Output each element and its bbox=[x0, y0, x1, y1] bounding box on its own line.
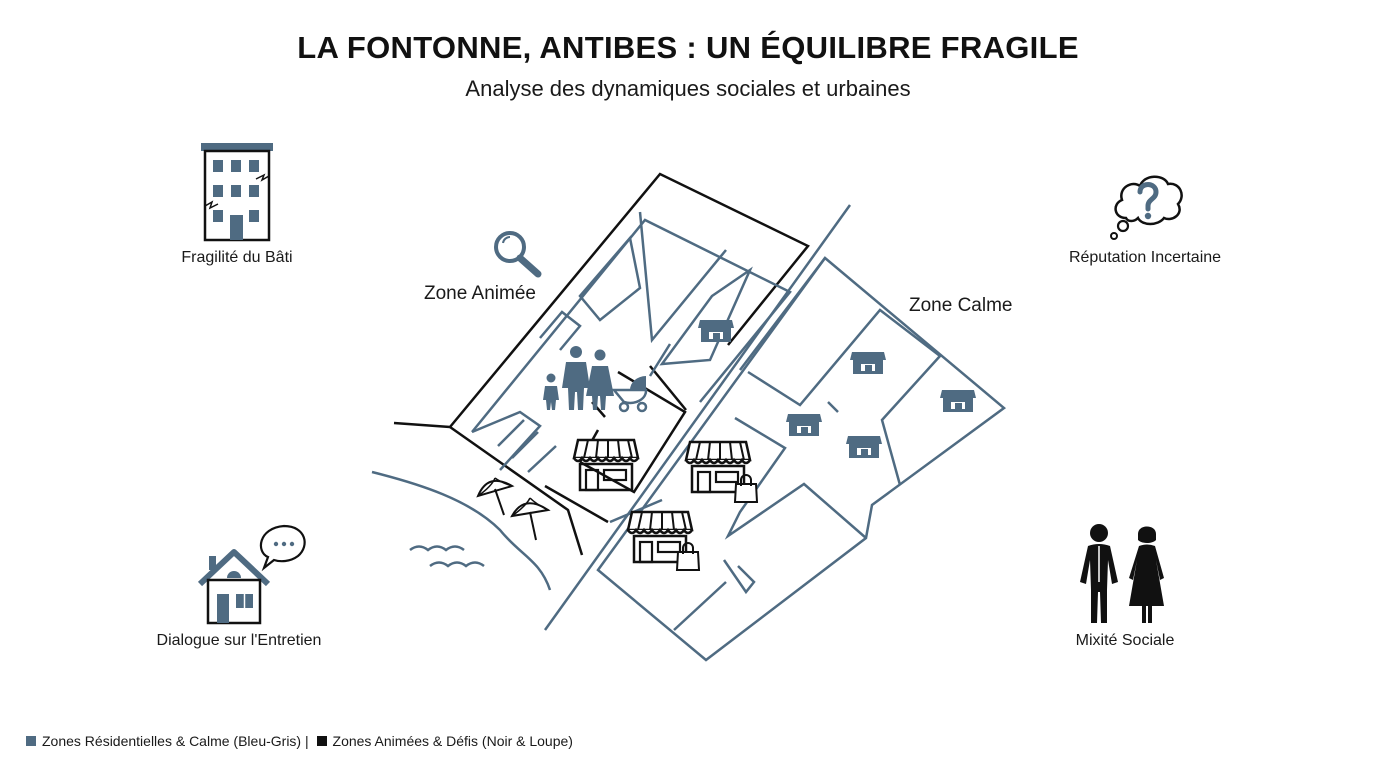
page-title: LA FONTONNE, ANTIBES : UN ÉQUILIBRE FRAGILE bbox=[297, 30, 1079, 65]
mixite-sociale-label: Mixité Sociale bbox=[1075, 632, 1175, 649]
cracked-building-icon bbox=[198, 142, 278, 242]
dialogue-entretien-label: Dialogue sur l'Entretien bbox=[156, 632, 322, 649]
question-thought-bubble-icon bbox=[1106, 168, 1188, 246]
shop-icon bbox=[698, 320, 734, 342]
parasol-icon bbox=[512, 498, 548, 540]
shop-icon bbox=[850, 352, 886, 374]
storefront-icon bbox=[574, 440, 638, 490]
legend-blue-gray-swatch bbox=[26, 736, 36, 746]
shop-icon bbox=[940, 390, 976, 412]
page-subtitle: Analyse des dynamiques sociales et urbaines bbox=[465, 76, 911, 101]
shop-icon bbox=[786, 414, 822, 436]
house-speech-bubble-icon bbox=[196, 522, 312, 626]
legend bbox=[26, 733, 573, 749]
neighborhood-map bbox=[360, 160, 1020, 670]
shop-icon bbox=[846, 436, 882, 458]
reputation-incertaine-label: Réputation Incertaine bbox=[1068, 249, 1222, 266]
legend-item-animated: Zones Animées & Défis (Noir & Loupe) bbox=[332, 733, 573, 749]
zone-calme-label: Zone Calme bbox=[909, 295, 1013, 316]
legend-item-residential: Zones Résidentielles & Calme (Bleu-Gris) | bbox=[42, 733, 309, 749]
legend-black-swatch bbox=[317, 736, 327, 746]
fragilite-bati-label: Fragilité du Bâti bbox=[181, 249, 293, 266]
man-woman-icon bbox=[1076, 522, 1170, 626]
parasol-icon bbox=[478, 478, 512, 515]
magnifying-glass-icon bbox=[496, 233, 538, 274]
zone-animee-label: Zone Animée bbox=[424, 283, 536, 304]
